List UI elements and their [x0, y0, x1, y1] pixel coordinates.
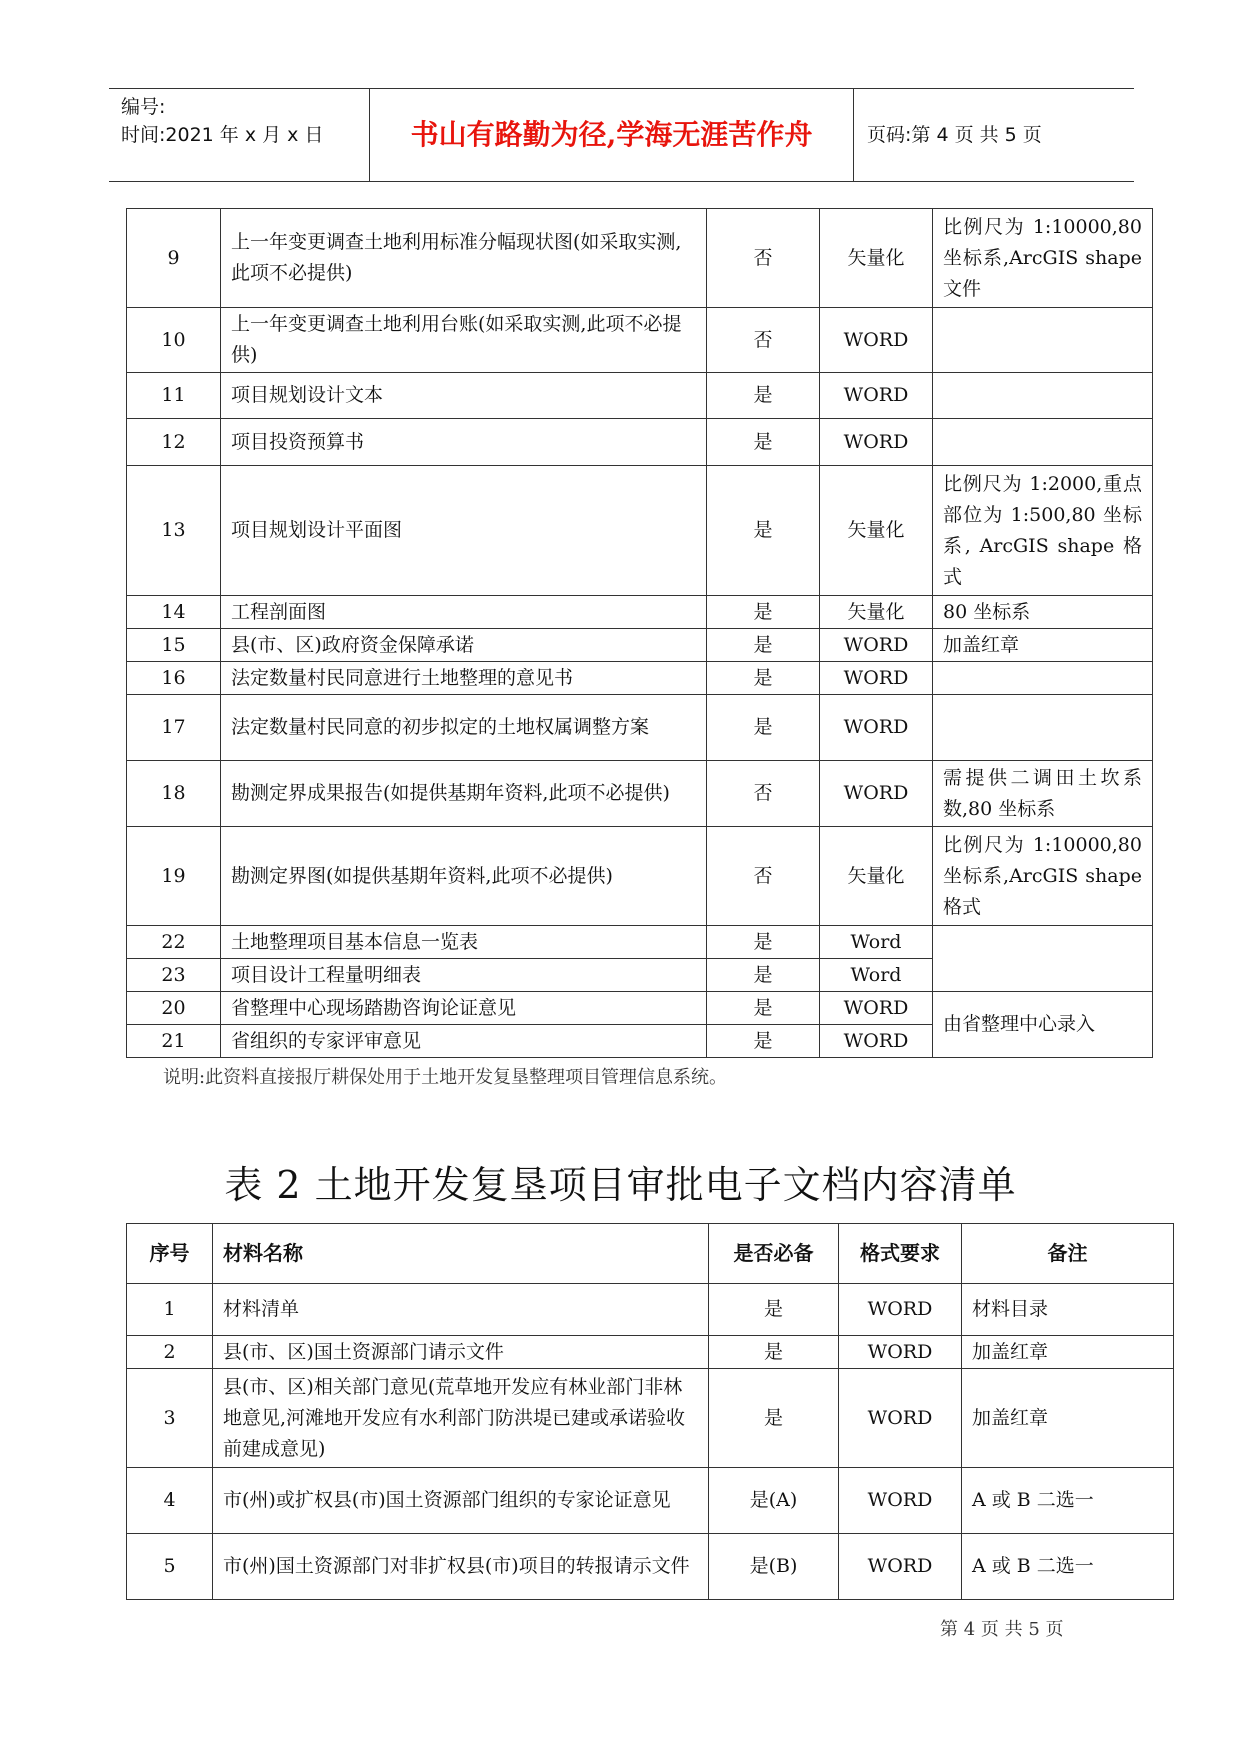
- remark: 材料目录: [962, 1284, 1174, 1336]
- required-flag: 是: [707, 662, 820, 695]
- document-time-label: 时间:2021 年 x 月 x 日: [121, 124, 324, 146]
- row-number: 4: [127, 1468, 213, 1534]
- remark: [933, 308, 1153, 373]
- row-number: 14: [127, 596, 221, 629]
- format-requirement: WORD: [839, 1468, 962, 1534]
- remark: [933, 419, 1153, 466]
- materials-table-1: [126, 208, 1153, 1058]
- required-flag: 否: [707, 827, 820, 926]
- materials-table-2: [126, 1223, 1174, 1600]
- table-row: [127, 308, 1153, 373]
- remark: [933, 926, 1153, 992]
- required-flag: 是(A): [709, 1468, 839, 1534]
- column-header: 格式要求: [839, 1224, 962, 1284]
- table-row: [127, 992, 1153, 1025]
- row-number: 18: [127, 761, 221, 827]
- column-header: 材料名称: [213, 1224, 709, 1284]
- row-number: 19: [127, 827, 221, 926]
- table-row: [127, 373, 1153, 419]
- material-name: 法定数量村民同意进行土地整理的意见书: [221, 662, 707, 695]
- row-number: 1: [127, 1284, 213, 1336]
- format-requirement: WORD: [839, 1534, 962, 1600]
- material-name: 材料清单: [213, 1284, 709, 1336]
- table-2-title: 表 2 土地开发复垦项目审批电子文档内容清单: [224, 1163, 1017, 1207]
- material-name: 工程剖面图: [221, 596, 707, 629]
- material-name: 上一年变更调查土地利用标准分幅现状图(如采取实测,此项不必提供): [221, 209, 707, 308]
- table-row: [127, 1369, 1174, 1468]
- column-header: 序号: [127, 1224, 213, 1284]
- table-row: [127, 695, 1153, 761]
- required-flag: 是: [709, 1284, 839, 1336]
- table-row: [127, 466, 1153, 596]
- required-flag: 否: [707, 761, 820, 827]
- remark: 加盖红章: [962, 1369, 1174, 1468]
- remark: A 或 B 二选一: [962, 1534, 1174, 1600]
- header-page-label: 页码:第 4 页 共 5 页: [867, 124, 1042, 146]
- remark: [933, 695, 1153, 761]
- table-row: [127, 596, 1153, 629]
- format-requirement: Word: [820, 959, 933, 992]
- format-requirement: WORD: [820, 373, 933, 419]
- row-number: 16: [127, 662, 221, 695]
- column-header: 备注: [962, 1224, 1174, 1284]
- material-name: 县(市、区)政府资金保障承诺: [221, 629, 707, 662]
- document-number-label: 编号:: [121, 96, 166, 118]
- required-flag: 是: [707, 992, 820, 1025]
- format-requirement: WORD: [820, 695, 933, 761]
- table-note: 说明:此资料直接报厅耕保处用于土地开发复垦整理项目管理信息系统。: [163, 1067, 728, 1088]
- row-number: 23: [127, 959, 221, 992]
- row-number: 9: [127, 209, 221, 308]
- material-name: 市(州)国土资源部门对非扩权县(市)项目的转报请示文件: [213, 1534, 709, 1600]
- material-name: 上一年变更调查土地利用台账(如采取实测,此项不必提供): [221, 308, 707, 373]
- row-number: 15: [127, 629, 221, 662]
- format-requirement: WORD: [820, 761, 933, 827]
- remark: 加盖红章: [962, 1336, 1174, 1369]
- material-name: 法定数量村民同意的初步拟定的土地权属调整方案: [221, 695, 707, 761]
- table-row: [127, 1284, 1174, 1336]
- material-name: 省组织的专家评审意见: [221, 1025, 707, 1058]
- page-footer: 第 4 页 共 5 页: [940, 1619, 1064, 1640]
- remark: 80 坐标系: [933, 596, 1153, 629]
- remark: A 或 B 二选一: [962, 1468, 1174, 1534]
- remark: [933, 373, 1153, 419]
- format-requirement: WORD: [820, 992, 933, 1025]
- remark: 比例尺为 1:10000,80 坐标系,ArcGIS shape 文件: [933, 209, 1153, 308]
- page-header: [109, 88, 1134, 182]
- format-requirement: 矢量化: [820, 596, 933, 629]
- row-number: 2: [127, 1336, 213, 1369]
- required-flag: 是: [707, 1025, 820, 1058]
- format-requirement: 矢量化: [820, 209, 933, 308]
- format-requirement: 矢量化: [820, 466, 933, 596]
- remark: 需提供二调田土坎系数,80 坐标系: [933, 761, 1153, 827]
- remark: 加盖红章: [933, 629, 1153, 662]
- header-divider: [853, 89, 854, 181]
- required-flag: 是: [709, 1369, 839, 1468]
- table-row: [127, 1336, 1174, 1369]
- material-name: 项目规划设计平面图: [221, 466, 707, 596]
- remark: 比例尺为 1:10000,80 坐标系,ArcGIS shape 格式: [933, 827, 1153, 926]
- format-requirement: WORD: [839, 1336, 962, 1369]
- table-row: [127, 926, 1153, 959]
- format-requirement: WORD: [820, 662, 933, 695]
- material-name: 勘测定界成果报告(如提供基期年资料,此项不必提供): [221, 761, 707, 827]
- table-row: [127, 662, 1153, 695]
- material-name: 项目规划设计文本: [221, 373, 707, 419]
- required-flag: 是: [707, 629, 820, 662]
- format-requirement: WORD: [839, 1369, 962, 1468]
- table-row: [127, 209, 1153, 308]
- row-number: 13: [127, 466, 221, 596]
- remark: [933, 662, 1153, 695]
- required-flag: 是: [707, 419, 820, 466]
- required-flag: 是: [707, 926, 820, 959]
- format-requirement: Word: [820, 926, 933, 959]
- required-flag: 是: [707, 466, 820, 596]
- material-name: 省整理中心现场踏勘咨询论证意见: [221, 992, 707, 1025]
- header-motto: 书山有路勤为径,学海无涯苦作舟: [410, 118, 813, 151]
- required-flag: 否: [707, 308, 820, 373]
- table-row: [127, 761, 1153, 827]
- table-row: [127, 827, 1153, 926]
- header-left: [121, 93, 323, 149]
- required-flag: 是: [707, 596, 820, 629]
- material-name: 县(市、区)国土资源部门请示文件: [213, 1336, 709, 1369]
- remark: 比例尺为 1:2000,重点部位为 1:500,80 坐标系, ArcGIS shape 格式: [933, 466, 1153, 596]
- material-name: 土地整理项目基本信息一览表: [221, 926, 707, 959]
- remark: 由省整理中心录入: [933, 992, 1153, 1058]
- required-flag: 是: [707, 695, 820, 761]
- format-requirement: WORD: [839, 1284, 962, 1336]
- table-header-row: [127, 1224, 1174, 1284]
- row-number: 17: [127, 695, 221, 761]
- table-row: [127, 1468, 1174, 1534]
- row-number: 12: [127, 419, 221, 466]
- row-number: 21: [127, 1025, 221, 1058]
- row-number: 11: [127, 373, 221, 419]
- format-requirement: WORD: [820, 419, 933, 466]
- material-name: 市(州)或扩权县(市)国土资源部门组织的专家论证意见: [213, 1468, 709, 1534]
- format-requirement: 矢量化: [820, 827, 933, 926]
- column-header: 是否必备: [709, 1224, 839, 1284]
- required-flag: 是(B): [709, 1534, 839, 1600]
- format-requirement: WORD: [820, 1025, 933, 1058]
- table-row: [127, 1534, 1174, 1600]
- format-requirement: WORD: [820, 308, 933, 373]
- required-flag: 是: [707, 373, 820, 419]
- table-row: [127, 629, 1153, 662]
- material-name: 项目投资预算书: [221, 419, 707, 466]
- material-name: 勘测定界图(如提供基期年资料,此项不必提供): [221, 827, 707, 926]
- required-flag: 是: [707, 959, 820, 992]
- row-number: 5: [127, 1534, 213, 1600]
- row-number: 3: [127, 1369, 213, 1468]
- row-number: 22: [127, 926, 221, 959]
- required-flag: 是: [709, 1336, 839, 1369]
- row-number: 10: [127, 308, 221, 373]
- table-row: [127, 419, 1153, 466]
- material-name: 县(市、区)相关部门意见(荒草地开发应有林业部门非林地意见,河滩地开发应有水利部门防洪堤已建或承诺验收前建成意见): [213, 1369, 709, 1468]
- required-flag: 否: [707, 209, 820, 308]
- format-requirement: WORD: [820, 629, 933, 662]
- material-name: 项目设计工程量明细表: [221, 959, 707, 992]
- row-number: 20: [127, 992, 221, 1025]
